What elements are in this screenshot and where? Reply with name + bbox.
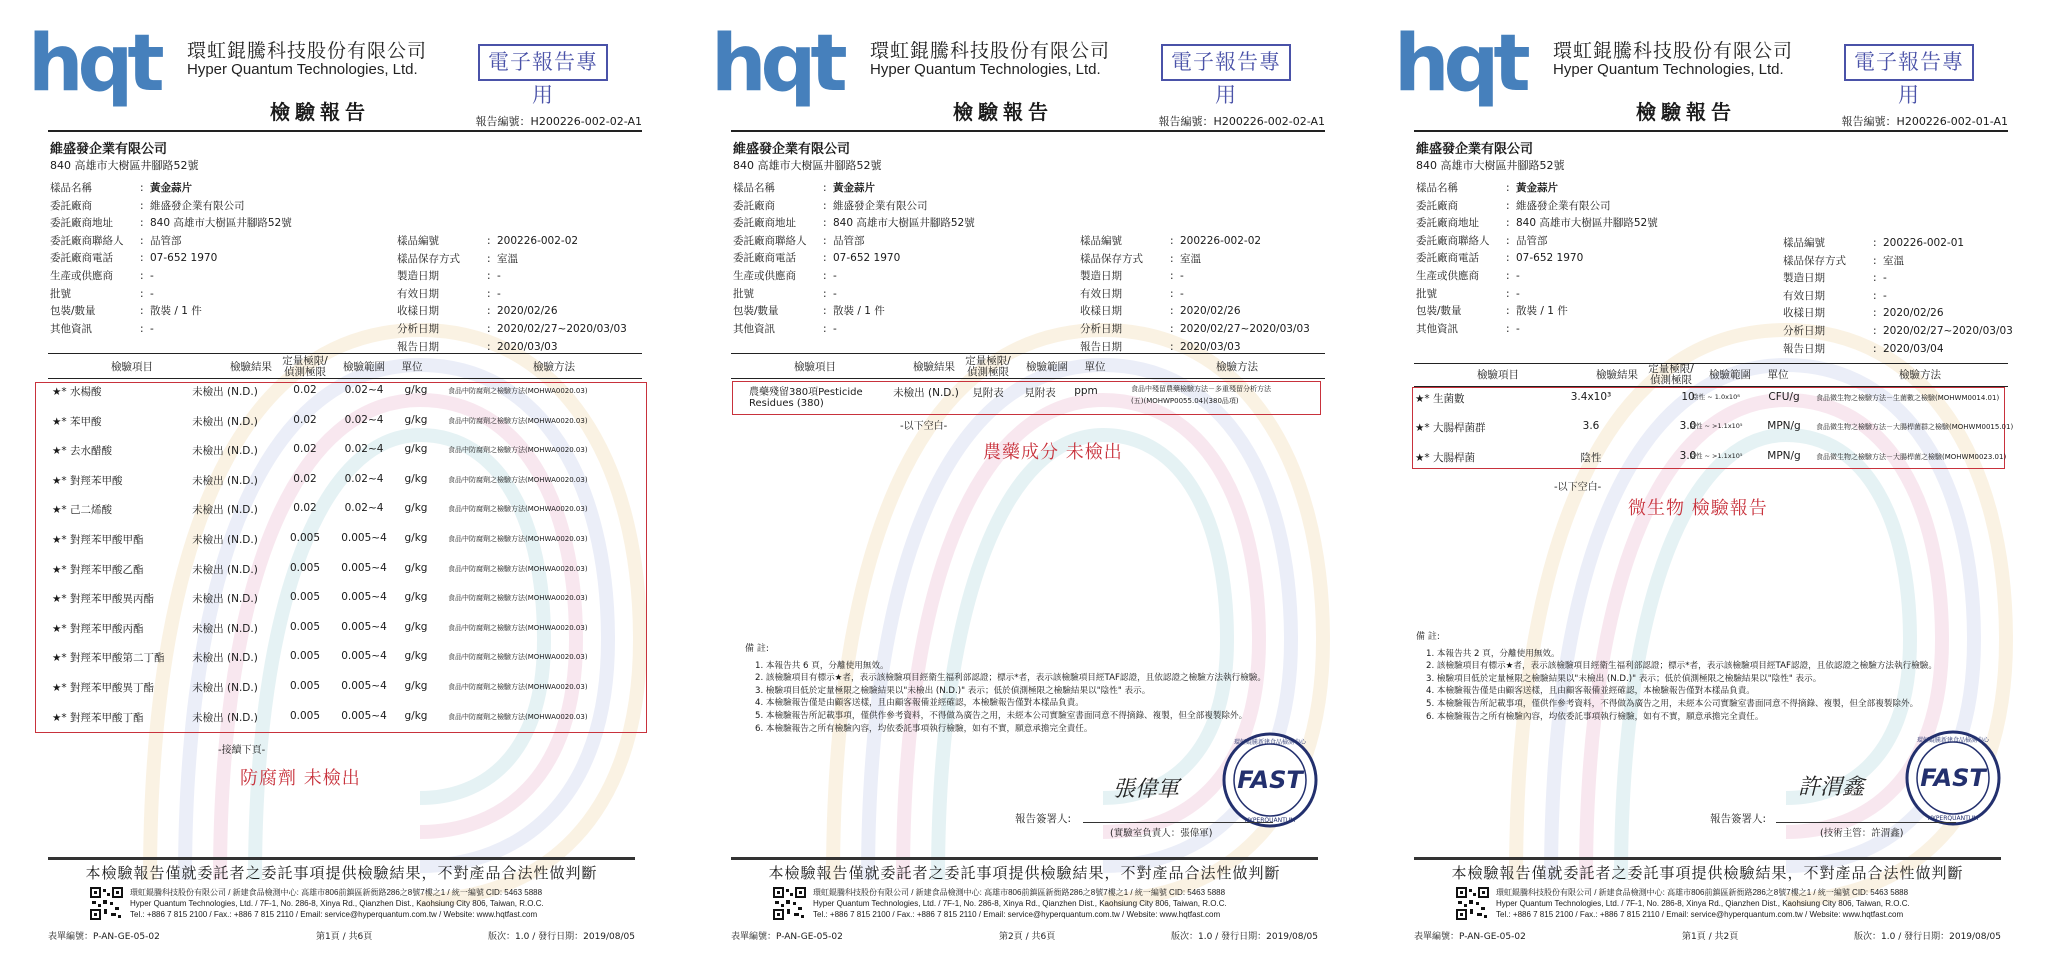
company-name-zh: 環虹錕騰科技股份有限公司 (187, 40, 428, 62)
hqt-logo (28, 22, 180, 108)
report-page-1 (0, 0, 683, 965)
row-result: 未檢出 (N.D.) (192, 386, 258, 398)
row-result: 未檢出 (N.D.) (192, 593, 258, 606)
qr-code-icon (773, 887, 806, 920)
col-unit: 單位 (401, 361, 423, 373)
disclaimer: 本檢驗報告僅就委託者之委託事項提供檢驗結果，不對產品合法性做判斷 (1451, 864, 1964, 882)
customer-name: 維盛發企業有限公司 (1416, 142, 1534, 157)
footer-rule (48, 857, 635, 860)
report-number: 報告編號：H200226-002-02-A1 (1158, 115, 1325, 128)
customer-name: 維盛發企業有限公司 (733, 142, 851, 157)
row-method-line2: (五)(MOHWP0055.04)(380品項) (1131, 397, 1239, 405)
blank-below-note: -以下空白- (900, 421, 948, 432)
col-result: 檢驗結果 (1596, 369, 1638, 381)
row-item-line2: Residues (380) (749, 398, 824, 409)
row-item: ★* 去水醋酸 (52, 445, 113, 458)
row-range: 0.005~4 (341, 650, 387, 663)
col-loq: 定量極限/偵測極限 (1648, 363, 1694, 386)
row-unit: g/kg (404, 532, 428, 544)
row-unit: g/kg (404, 384, 428, 396)
row-item: ★* 對羥苯甲酸異丁酯 (52, 682, 155, 694)
version-info: 版次：1.0 / 發行日期：2019/08/05 (488, 932, 635, 942)
row-item: ★* 對羥苯甲酸丁酯 (52, 711, 144, 724)
row-unit: g/kg (404, 591, 428, 604)
row-item-line1: 農藥殘留380項Pesticide (749, 387, 863, 398)
table-header (1410, 364, 2008, 388)
row-result: 未檢出 (N.D.) (192, 445, 258, 458)
row-unit: CFU/g (1768, 391, 1800, 403)
footer-rule (1414, 857, 2001, 860)
form-number: 表單編號：P-AN-GE-05-02 (731, 932, 843, 942)
row-unit: g/kg (404, 620, 428, 633)
row-range: 0.02~4 (344, 413, 384, 426)
signer-label: 報告簽署人: (1015, 813, 1072, 825)
sample-info-left: 樣品名稱 : 黃金蒜片 委託廠商 : 維盛發企業有限公司 委託廠商地址 : 840 高雄市大樹區井腳路52號 委託廠商聯絡人 : 品管部 委託廠商電話 : 07-652 1970 生產或供應商 : - 批號 : - 包裝/數量 : 散裝 / 1 件 其他資訊 : - (733, 182, 975, 335)
row-method: 食品微生物之檢驗方法－大腸桿菌之檢驗(MOHWM0023.01) (1816, 452, 2007, 461)
table-top-rule (731, 353, 1325, 354)
row-range: 陰性 ~ >1.1x10⁵ (1689, 451, 1743, 460)
row-range: 0.005~4 (341, 591, 387, 604)
row-loq: 3.0 (1679, 449, 1697, 462)
row-item: ★* 對羥苯甲酸異丙酯 (52, 593, 155, 606)
row-unit: ppm (1074, 385, 1098, 397)
handwritten-signature: 許渭鑫 (1798, 775, 1865, 800)
row-result: 3.6 (1582, 420, 1600, 433)
disclaimer: 本檢驗報告僅就委託者之委託事項提供檢驗結果，不對產品合法性做判斷 (85, 864, 598, 882)
company-name-en: Hyper Quantum Technologies, Ltd. (1553, 61, 1784, 78)
row-result: 未檢出 (N.D.) (192, 504, 258, 517)
version-info: 版次：1.0 / 發行日期：2019/08/05 (1854, 932, 2001, 942)
signer-title: (技術主管：許渭鑫) (1820, 828, 1904, 839)
row-result: 未檢出 (N.D.) (192, 622, 258, 635)
row-result: 未檢出 (N.D.) (893, 387, 959, 399)
row-method: 食品微生物之檢驗方法－生菌數之檢驗(MOHWM0014.01) (1816, 394, 2000, 402)
row-range: 0.02~4 (344, 443, 384, 456)
row-item: ★* 大腸桿菌群 (1415, 422, 1486, 435)
row-loq: 0.005 (289, 591, 321, 604)
row-loq: 0.005 (289, 650, 321, 663)
row-item: ★* 水楊酸 (52, 386, 102, 398)
row-loq: 0.02 (293, 472, 317, 485)
customer-address: 840 高雄市大樹區井腳路52號 (733, 159, 882, 172)
row-item: ★* 苯甲酸 (52, 415, 102, 428)
row-item: ★* 對羥苯甲酸第二丁酯 (52, 652, 165, 665)
row-loq: 0.02 (293, 413, 317, 426)
svg-text:hqt: hqt (711, 22, 842, 108)
row-unit: g/kg (404, 443, 428, 456)
row-range: 0.005~4 (341, 709, 387, 722)
row-item: ★* 大腸桿菌 (1415, 451, 1476, 464)
page-number: 第1頁 / 共6頁 (316, 932, 373, 942)
svg-text:hqt: hqt (28, 22, 159, 108)
table-top-rule (48, 353, 642, 354)
row-result: 未檢出 (N.D.) (192, 563, 258, 576)
row-range: 陰性 ~ >1.1x10⁵ (1689, 422, 1743, 431)
row-range: 0.02~4 (344, 472, 384, 485)
customer-address: 840 高雄市大樹區井腳路52號 (1416, 159, 1565, 172)
row-method: 食品中防腐劑之檢驗方法(MOHWA0020.03) (448, 653, 588, 662)
row-range: 0.02~4 (344, 384, 384, 396)
sample-info-left: 樣品名稱 : 黃金蒜片 委託廠商 : 維盛發企業有限公司 委託廠商地址 : 840 高雄市大樹區井腳路52號 委託廠商聯絡人 : 品管部 委託廠商電話 : 07-652 1970 生產或供應商 : - 批號 : - 包裝/數量 : 散裝 / 1 件 其他資訊 : - (50, 182, 292, 335)
report-page-2 (683, 0, 1366, 965)
header-divider (731, 130, 1325, 132)
hqt-logo (711, 22, 863, 108)
sample-info-right: 樣品編號 : 200226-002-01 樣品保存方式 : 室溫 製造日期 : - 有效日期 : - 收樣日期 : 2020/02/26 分析日期 : 2020/02/27~2020/03/03 報告日期 : 2020/03/04 (1783, 237, 2013, 355)
report-number: 報告編號：H200226-002-01-A1 (1841, 115, 2008, 128)
preservative-annotation: 防腐劑 未檢出 (240, 768, 361, 789)
row-range: 0.005~4 (341, 561, 387, 574)
col-unit: 單位 (1084, 361, 1106, 373)
col-method: 檢驗方法 (1216, 361, 1258, 373)
row-unit: g/kg (404, 680, 428, 692)
row-range: 陰性 ~ 1.0x10⁸ (1692, 393, 1740, 401)
signature-line (1776, 822, 1956, 823)
handwritten-signature: 張偉軍 (1113, 777, 1180, 802)
notes-block: 備 註: 1. 本報告共 6 頁，分離使用無效。 2. 該檢驗項目有標示★者，表示該檢驗項目經衛生福利部認證；標示*者，表示該檢驗項目經TAF認證，且依認證之檢驗方法執行檢驗。 3. 檢驗項目低於定量極限之檢驗結果以"未檢出 (N.D.)" 表示；低於偵測極限之檢驗結果以"陰性" 表示。 4. 本檢驗報告僅是由顧客送樣，且由顧客報備並經確認，本檢驗報告僅對本樣品負責。 5. 本檢驗報告所記載事項，僅供作參考資料，不得做為廣告之用，未經本公司實驗室書面同意不得摘錄、複製，但全部複製除外。 6. 本檢驗報告之所有檢驗內容，均依委託事項執行檢驗，如有不實，願意承擔完全責任。 (745, 644, 1266, 734)
row-unit: g/kg (404, 472, 428, 485)
table-header-rule (731, 378, 1325, 379)
row-method: 食品中防腐劑之檢驗方法(MOHWA0020.03) (448, 387, 588, 395)
col-range: 檢驗範圍 (1026, 361, 1068, 373)
sample-info-right: 樣品編號 : 200226-002-02 樣品保存方式 : 室溫 製造日期 : - 有效日期 : - 收樣日期 : 2020/02/26 分析日期 : 2020/02/27~2020/03/03 報告日期 : 2020/03/03 (397, 235, 627, 353)
col-loq: 定量極限/偵測極限 (282, 355, 328, 378)
row-range: 0.02~4 (344, 502, 384, 515)
e-report-stamp: 電子報告專用 (1844, 44, 1974, 81)
form-number: 表單編號：P-AN-GE-05-02 (1414, 932, 1526, 942)
col-unit: 單位 (1767, 369, 1789, 381)
row-item: ★* 對羥苯甲酸 (52, 474, 123, 487)
row-loq: 0.005 (289, 561, 321, 574)
version-info: 版次：1.0 / 發行日期：2019/08/05 (1171, 932, 1318, 942)
row-unit: g/kg (404, 413, 428, 426)
svg-text:FAST: FAST (1237, 766, 1303, 794)
svg-text:HYPERQUANTUM: HYPERQUANTUM (1244, 817, 1296, 824)
e-report-stamp: 電子報告專用 (478, 44, 608, 81)
footer-rule (731, 857, 1318, 860)
col-result: 檢驗結果 (230, 361, 272, 373)
svg-text:環虹錕騰新建食品檢測中心: 環虹錕騰新建食品檢測中心 (1233, 739, 1307, 746)
row-loq: 0.005 (289, 532, 321, 544)
row-loq: 0.02 (293, 384, 317, 396)
row-method: 食品中防腐劑之檢驗方法(MOHWA0020.03) (448, 416, 588, 425)
company-footer: 環虹錕騰科技股份有限公司 / 新建食品檢測中心: 高雄市806前鎮區新衙路286之8號7樓之1 / 統一編號 CID: 5463 5888 Hyper Quantum Technologies, Ltd. / 7F-1, No. 286-8, Xinya Rd., Qianzhen Dist., Kaohsiung City 806, Taiwan, R.O.C. Tel.: +886 7 815 2100 / Fax.: +886 7 815 2110 / Email: service@hyperquantum.com.tw / Website: www.hqtfast.com (1496, 888, 1910, 919)
sample-info-right: 樣品編號 : 200226-002-02 樣品保存方式 : 室溫 製造日期 : - 有效日期 : - 收樣日期 : 2020/02/26 分析日期 : 2020/02/27~2020/03/03 報告日期 : 2020/03/03 (1080, 235, 1310, 353)
company-footer: 環虹錕騰科技股份有限公司 / 新建食品檢測中心: 高雄市806前鎮區新衙路286之8號7樓之1 / 統一編號 CID: 5463 5888 Hyper Quantum Technologies, Ltd. / 7F-1, No. 286-8, Xinya Rd., Qianzhen Dist., Kaohsiung City 806, Taiwan, R.O.C. Tel.: +886 7 815 2100 / Fax.: +886 7 815 2110 / Email: service@hyperquantum.com.tw / Website: www.hqtfast.com (130, 888, 544, 919)
blank-below-note: -以下空白- (1554, 482, 1602, 493)
col-result: 檢驗結果 (913, 361, 955, 373)
disclaimer: 本檢驗報告僅就委託者之委託事項提供檢驗結果，不對產品合法性做判斷 (768, 864, 1281, 882)
row-unit: g/kg (404, 650, 428, 663)
row-result: 陰性 (1580, 451, 1602, 464)
row-loq: 0.02 (293, 502, 317, 515)
e-report-stamp: 電子報告專用 (1161, 44, 1291, 81)
row-loq: 3.0 (1679, 420, 1697, 433)
notes-block: 備 註: 1. 本報告共 2 頁，分離使用無效。 2. 該檢驗項目有標示★者，表示該檢驗項目經衛生福利部認證；標示*者，表示該檢驗項目經TAF認證，且依認證之檢驗方法執行檢驗。 3. 檢驗項目低於定量極限之檢驗結果以"未檢出 (N.D.)" 表示；低於偵測極限之檢驗結果以"陰性" 表示。 4. 本檢驗報告僅是由顧客送樣，且由顧客報備並經確認，本檢驗報告僅對本樣品負責。 5. 本檢驗報告所記載事項，僅供作參考資料，不得做為廣告之用，未經本公司實驗室書面同意不得摘錄、複製，但全部複製除外。 6. 本檢驗報告之所有檢驗內容，均依委託事項執行檢驗，如有不實，願意承擔完全責任。 (1416, 632, 1937, 722)
form-number: 表單編號：P-AN-GE-05-02 (48, 932, 160, 942)
customer-name: 維盛發企業有限公司 (50, 142, 168, 157)
row-method: 食品中防腐劑之檢驗方法(MOHWA0020.03) (448, 683, 588, 691)
col-item: 檢驗項目 (1477, 369, 1519, 381)
row-result: 未檢出 (N.D.) (192, 652, 258, 665)
fast-seal-icon (1896, 728, 2011, 828)
col-loq: 定量極限/偵測極限 (965, 355, 1011, 378)
row-loq: 0.005 (289, 709, 321, 722)
row-method: 食品中防腐劑之檢驗方法(MOHWA0020.03) (448, 535, 588, 543)
row-method: 食品中防腐劑之檢驗方法(MOHWA0020.03) (448, 505, 588, 514)
continuation-note: -接續下頁- (218, 745, 266, 756)
table-header (727, 356, 1325, 380)
hqt-logo (1394, 22, 1546, 108)
row-item: ★* 生菌數 (1415, 393, 1465, 405)
microbe-annotation: 微生物 檢驗報告 (1628, 498, 1768, 519)
report-title: 檢驗報告 (953, 100, 1053, 124)
table-header (44, 356, 642, 380)
row-result: 未檢出 (N.D.) (192, 474, 258, 487)
row-unit: g/kg (404, 561, 428, 574)
row-loq: 0.005 (289, 680, 321, 692)
row-method: 食品中防腐劑之檢驗方法(MOHWA0020.03) (448, 712, 588, 721)
signer-title: (實驗室負責人：張偉軍) (1110, 828, 1213, 839)
signature-line (1083, 822, 1273, 823)
qr-code-icon (1456, 887, 1489, 920)
row-result: 未檢出 (N.D.) (192, 534, 258, 546)
col-item: 檢驗項目 (794, 361, 836, 373)
row-loq: 10 (1681, 391, 1695, 403)
row-method: 食品中防腐劑之檢驗方法(MOHWA0020.03) (448, 446, 588, 455)
svg-text:FAST: FAST (1920, 764, 1986, 792)
page-number: 第2頁 / 共6頁 (999, 932, 1056, 942)
sample-info-left: 樣品名稱 : 黃金蒜片 委託廠商 : 維盛發企業有限公司 委託廠商地址 : 840 高雄市大樹區井腳路52號 委託廠商聯絡人 : 品管部 委託廠商電話 : 07-652 1970 生產或供應商 : - 批號 : - 包裝/數量 : 散裝 / 1 件 其他資訊 : - (1416, 182, 1658, 335)
row-unit: MPN/g (1767, 420, 1801, 433)
row-unit: MPN/g (1767, 449, 1801, 462)
company-name-en: Hyper Quantum Technologies, Ltd. (870, 61, 1101, 78)
row-item: ★* 對羥苯甲酸甲酯 (52, 534, 144, 546)
row-result: 未檢出 (N.D.) (192, 415, 258, 428)
row-method: 食品中防腐劑之檢驗方法(MOHWA0020.03) (448, 475, 588, 484)
col-range: 檢驗範圍 (343, 361, 385, 373)
svg-text:HYPERQUANTUM: HYPERQUANTUM (1927, 815, 1979, 822)
report-title: 檢驗報告 (270, 100, 370, 124)
table-header-rule (48, 378, 642, 379)
page-number: 第1頁 / 共2頁 (1682, 932, 1739, 942)
col-method: 檢驗方法 (533, 361, 575, 373)
report-title: 檢驗報告 (1636, 100, 1736, 124)
fast-seal-icon (1213, 730, 1328, 830)
pesticide-annotation: 農藥成分 未檢出 (983, 442, 1123, 463)
company-name-zh: 環虹錕騰科技股份有限公司 (1553, 40, 1794, 62)
row-result: 未檢出 (N.D.) (192, 682, 258, 694)
qr-code-icon (90, 887, 123, 920)
customer-address: 840 高雄市大樹區井腳路52號 (50, 159, 199, 172)
row-method: 食品中防腐劑之檢驗方法(MOHWA0020.03) (448, 564, 588, 573)
row-range: 0.005~4 (341, 532, 387, 544)
report-number: 報告編號：H200226-002-02-A1 (475, 115, 642, 128)
row-unit: g/kg (404, 709, 428, 722)
company-name-zh: 環虹錕騰科技股份有限公司 (870, 40, 1111, 62)
signer-label: 報告簽署人: (1710, 813, 1767, 825)
report-page-3 (1366, 0, 2048, 965)
row-loq: 0.02 (293, 443, 317, 456)
col-range: 檢驗範圍 (1709, 369, 1751, 381)
company-name-en: Hyper Quantum Technologies, Ltd. (187, 61, 418, 78)
row-item: ★* 對羥苯甲酸乙酯 (52, 563, 144, 576)
svg-text:hqt: hqt (1394, 22, 1525, 108)
row-range: 0.005~4 (341, 620, 387, 633)
header-divider (1414, 130, 2008, 132)
row-range: 0.005~4 (341, 680, 387, 692)
col-item: 檢驗項目 (111, 361, 153, 373)
row-method: 食品微生物之檢驗方法－大腸桿菌群之檢驗(MOHWM0015.01) (1816, 423, 2014, 432)
header-divider (48, 130, 642, 132)
row-unit: g/kg (404, 502, 428, 515)
row-loq: 見附表 (972, 387, 1004, 399)
row-range: 見附表 (1024, 387, 1056, 399)
row-item: ★* 己二烯酸 (52, 504, 113, 517)
row-method: 食品中防腐劑之檢驗方法(MOHWA0020.03) (448, 594, 588, 603)
row-loq: 0.005 (289, 620, 321, 633)
company-footer: 環虹錕騰科技股份有限公司 / 新建食品檢測中心: 高雄市806前鎮區新衙路286之8號7樓之1 / 統一編號 CID: 5463 5888 Hyper Quantum Technologies, Ltd. / 7F-1, No. 286-8, Xinya Rd., Qianzhen Dist., Kaohsiung City 806, Taiwan, R.O.C. Tel.: +886 7 815 2100 / Fax.: +886 7 815 2110 / Email: service@hyperquantum.com.tw / Website: www.hqtfast.com (813, 888, 1227, 919)
row-method-line1: 食品中殘留農藥檢驗方法－多重殘留分析方法 (1131, 385, 1271, 393)
row-result: 3.4x10³ (1570, 391, 1612, 403)
row-method: 食品中防腐劑之檢驗方法(MOHWA0020.03) (448, 623, 588, 632)
col-method: 檢驗方法 (1899, 369, 1941, 381)
row-item: ★* 對羥苯甲酸丙酯 (52, 622, 144, 635)
row-result: 未檢出 (N.D.) (192, 711, 258, 724)
svg-text:環虹錕騰新建食品檢測中心: 環虹錕騰新建食品檢測中心 (1916, 737, 1990, 744)
